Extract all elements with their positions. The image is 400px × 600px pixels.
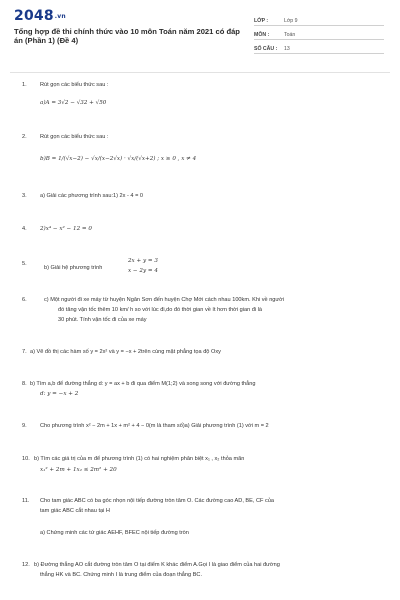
question-12-line-2: thẳng HK và BC. Chứng minh I là trung điểm của đoạn thẳng BC. [40, 572, 203, 578]
document-meta [254, 12, 384, 54]
question-12-line-1: b) Đường thẳng AO cắt đường tròn tâm O tại điểm K khác điểm A.Gọi I là giao điểm của hai đường [34, 562, 280, 568]
question-2-formula: b)B = 1/(√x−2) − √x/(x−2√x) · √x/(√x+2) ; x ≥ 0 , x ≠ 4 [40, 156, 197, 162]
question-10-line-1: b) Tìm các giá trị của m để phương trình (1) có hai nghiệm phân biệt x₁ , x₂ thỏa mãn [34, 456, 245, 462]
meta-question-count: SỐ CÂU : 13 [254, 40, 384, 54]
question-5-system-line-2: x − 2y = 4 [128, 268, 158, 274]
question-5-text: b) Giải hệ phương trình [44, 265, 103, 271]
document-title: Tổng hợp đề thi chính thức vào 10 môn Toán năm 2021 có đáp án (Phần 1) (Đề 4) [14, 27, 240, 46]
meta-class: LỚP : Lớp 9 [254, 12, 384, 26]
question-11-line-3: a) Chứng minh các tứ giác AEHF, BFEC nội tiếp đường tròn [40, 530, 189, 536]
question-4-formula: 2)x⁴ − x² − 12 = 0 [40, 226, 92, 232]
site-logo[interactable]: 2048.vn [14, 8, 66, 24]
meta-subject: MÔN : Toán [254, 26, 384, 40]
question-2-text: Rút gọn các biểu thức sau : [40, 134, 109, 140]
question-1-text: Rút gọn các biểu thức sau : [40, 82, 109, 88]
question-8-line-2: d: y = −x + 2 [40, 391, 79, 397]
question-7-text: a) Vẽ đồ thị các hàm số y = 2x² và y = −x + 2trên cùng mặt phẳng tọa độ Oxy [30, 349, 221, 355]
question-10-line-2: x₁² + 2m + 1x₂ ≤ 2m² + 20 [40, 467, 117, 473]
header-divider [10, 72, 390, 73]
question-11-line-1: Cho tam giác ABC có ba góc nhọn nội tiếp đường tròn tâm O. Các đường cao AD, BE, CF của [40, 498, 275, 504]
question-5-system-line-1: 2x + y = 3 [128, 258, 158, 264]
question-6-line-1: c) Một người đi xe máy từ huyện Ngân Sơn đến huyện Chợ Mới cách nhau 100km. Khi về người [44, 297, 285, 303]
question-3-text: a) Giải các phương trình sau:1) 2x - 4 = 0 [40, 193, 144, 199]
question-8-line-1: b) Tìm a,b để đường thẳng d: y = ax + b đi qua điểm M(1;2) và song song với đường thẳng [30, 381, 256, 387]
question-1-formula: a)A = 3√2 − √32 + √50 [40, 100, 107, 106]
question-6-line-2: đó tăng vận tốc thêm 10 km/ h so với lúc đi,do đó thời gian về ít hơn thời gian đi là [58, 307, 263, 313]
document-header [0, 0, 400, 62]
question-6-line-3: 30 phút. Tính vận tốc đi của xe máy [58, 317, 147, 323]
document-page: 2048.vn Tổng hợp đề thi chính thức vào 10 môn Toán năm 2021 có đáp án (Phần 1) (Đề 4) LỚP : Lớp 9 MÔN : Toán SỐ CÂU : 13 1. Rút gọn các biểu thức sau : a)A = 3√2 − √32 + √50 2. Rút gọn các biểu thức sau : b)B = 1/(√x−2) − √x/(x−2√x) · √x/(√x+2) ; x ≥ 0 , x ≠ 4 3. a) Giải các phương trình sau:1) 2x - 4 = 0 4. 2)x⁴ − x² − 12 = 0 5. b) Giải hệ phương trình 2x + y = 3 x − 2y = 4 6. c) Một người đi xe máy từ huyện Ngân Sơn đến huyện Chợ Mới cách nhau 100km. Khi về người đó tăng vận tốc thêm 10 km/ h so với lúc đi,do đó thời gian về ít hơn thời gian đi là 30 phút. Tính vận tốc đi của xe máy 7. a) Vẽ đồ thị các hàm số y = 2x² và y = −x + 2trên cùng mặt phẳng tọa độ Oxy 8. b) Tìm a,b để đường thẳng d: y = ax + b đi qua điểm M(1;2) và song song với đường thẳng d: y = −x + 2 9. Cho phương trình x² − 2m + 1x + m² + 4 − 0(m là tham số)a) Giải phương trình (1) với m = 2 10. b) Tìm các giá trị của m để phương trình (1) có hai nghiệm phân biệt x₁ , x₂ thỏa mãn x₁² + 2m + 1x₂ ≤ 2m² + 20 11. Cho tam giác ABC có ba góc nhọn nội tiếp đường tròn tâm O. Các đường cao AD, BE, CF của tam giác ABC cắt nhau tại H a) Chứng minh các tứ giác AEHF, BFEC nội tiếp đường tròn 12. b) Đường thẳng AO cắt đường tròn tâm O tại điểm K khác điểm A.Gọi I là giao điểm của hai đường thẳng HK và BC. Chứng minh I là trung điểm của đoạn thẳng BC. [0, 0, 400, 600]
question-9-text: Cho phương trình x² − 2m + 1x + m² + 4 − 0(m là tham số)a) Giải phương trình (1) với m = 2 [40, 423, 269, 429]
question-11-line-2: tam giác ABC cắt nhau tại H [40, 508, 110, 514]
